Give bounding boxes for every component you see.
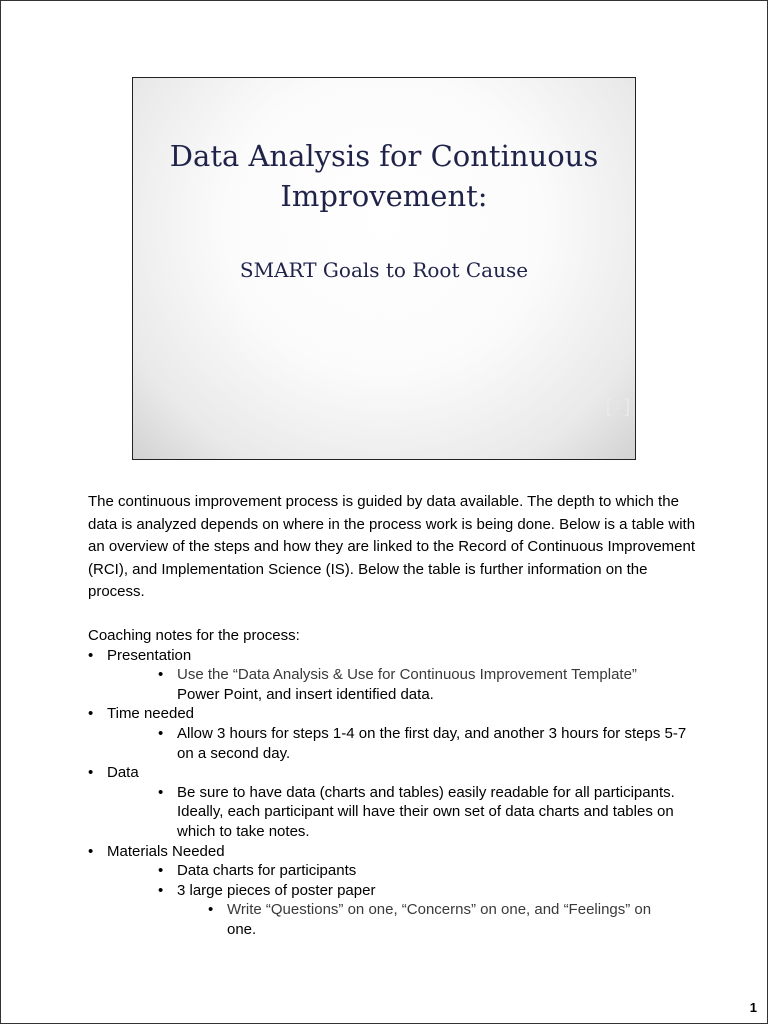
sub-list-item — [158, 665, 698, 704]
sub-item-text-rest: Power Point, and insert identified data. — [177, 685, 434, 703]
sub-list-item: • Data charts for participants — [158, 861, 698, 881]
list-item-data — [88, 763, 698, 841]
sub-item-text-first: Use the “Data Analysis & Use for Continuous Improvement Template” — [177, 666, 637, 684]
slide-title-line-2: Improvement: — [280, 179, 488, 213]
sub-list-item: • Allow 3 hours for steps 1-4 on the first day, and another 3 hours for steps 5-7 on a second day. — [158, 724, 698, 763]
slide-subtitle: SMART Goals to Root Cause — [239, 258, 529, 282]
coaching-notes-heading: Coaching notes for the process: — [88, 627, 300, 644]
sub-list — [107, 665, 698, 704]
coaching-notes-list — [88, 646, 698, 940]
list-item-label: Time needed — [107, 705, 194, 723]
slide-title-line-1: Data Analysis for Continuous — [169, 139, 599, 173]
sub-sub-list-item — [208, 900, 698, 939]
slide-thumbnail — [132, 77, 636, 460]
list-item-label: Materials Needed — [107, 842, 225, 860]
sub-sub-item-text-rest: one. — [227, 920, 257, 938]
sub-list — [107, 724, 698, 763]
sub-item-text: 3 large pieces of poster paper — [177, 881, 376, 899]
sub-sub-item-text-first: Write “Questions” on one, “Concerns” on one, and “Feelings” on — [227, 901, 652, 919]
list-item-label: Presentation — [107, 646, 192, 664]
sub-sub-list — [177, 900, 698, 939]
sub-list — [107, 783, 698, 842]
list-item-time-needed — [88, 704, 698, 763]
list-item-label: Data — [107, 764, 139, 782]
slide-number-value: 1 — [615, 400, 622, 411]
slide-number: [ 1 ] — [605, 396, 631, 416]
sub-list-item: • Be sure to have data (charts and tables) easily readable for all participants. Ideally, each participant will have their own set of data charts and tables on which to take notes. — [158, 783, 698, 842]
sub-list — [107, 861, 698, 939]
intro-paragraph: The continuous improvement process is guided by data available. The depth to which the data is analyzed depends on where in the process work is being done. Below is a table with an overview of the steps and how they are linked to the Record of Continuous Improvement (RCI), and Implementation Science (IS). Below the table is further information on the process. — [88, 493, 696, 600]
list-item-materials-needed — [88, 842, 698, 940]
coaching-notes — [88, 626, 698, 940]
page-number: 1 — [749, 1000, 757, 1015]
sub-list-item — [158, 881, 698, 940]
slide-title — [133, 136, 635, 216]
list-item-presentation — [88, 646, 698, 705]
